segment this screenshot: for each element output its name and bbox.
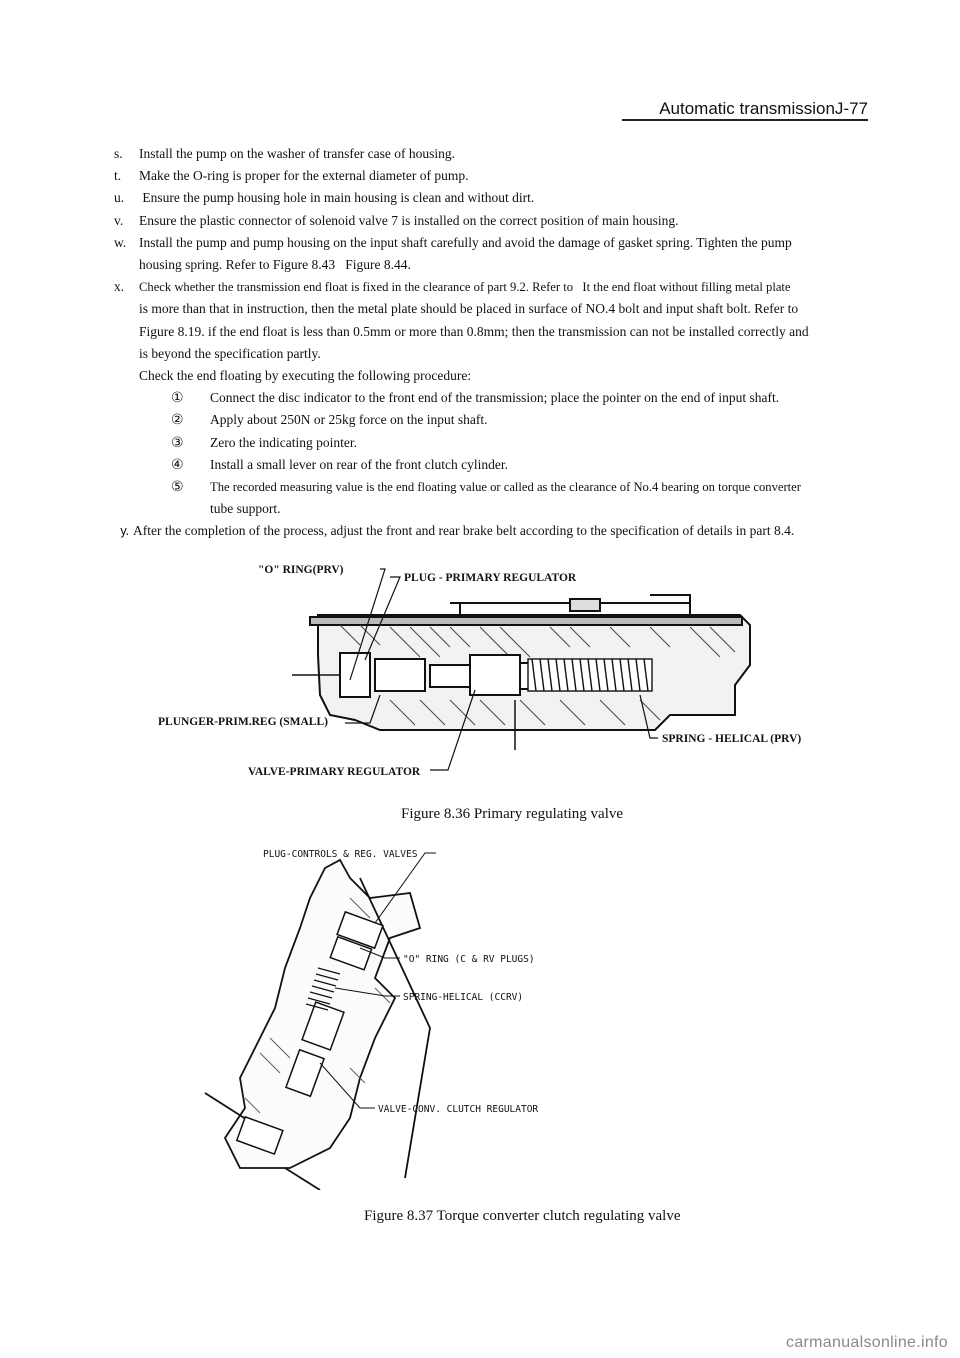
label-o-ring-prv: "O" RING(PRV) <box>258 564 344 576</box>
instruction-item <box>114 165 870 187</box>
item-label: u. <box>114 190 125 206</box>
instruction-item <box>114 143 870 165</box>
item-text-line: housing spring. Refer to Figure 8.43 Figure 8.44. <box>139 257 411 273</box>
item-label: y. <box>120 524 130 539</box>
instruction-item <box>114 232 870 276</box>
step-text: Install a small lever on rear of the front clutch cylinder. <box>210 456 509 472</box>
procedure-step <box>171 387 870 409</box>
step-number: ① <box>171 390 184 407</box>
step-number: ④ <box>171 456 184 473</box>
procedure-step <box>171 432 870 454</box>
step-number: ⑤ <box>171 479 184 496</box>
item-label: s. <box>114 146 123 161</box>
procedure-step <box>171 476 870 520</box>
instruction-item <box>114 276 870 365</box>
step-number: ② <box>171 412 184 429</box>
instruction-item <box>120 520 870 542</box>
item-text: Ensure the pump housing hole in main housing is clean and without dirt. <box>139 190 535 206</box>
step-number: ③ <box>171 434 184 451</box>
site-watermark: carmanualsonline.info <box>786 1334 948 1351</box>
item-text-line: Check whether the transmission end float is fixed in the clearance of part 9.2. Refer to It the end float without filling metal plate <box>139 280 791 295</box>
label-spring-helical-prv: SPRING - HELICAL (PRV) <box>662 733 802 745</box>
label-valve-primary-regulator: VALVE-PRIMARY REGULATOR <box>248 766 421 778</box>
item-text-line: Install the pump and pump housing on the input shaft carefully and avoid the damage of gasket spring. Tighten the pump <box>139 234 792 250</box>
step-text-line: tube support. <box>210 501 281 517</box>
item-text-line: is beyond the specification partly. <box>139 345 321 361</box>
step-text-line: The recorded measuring value is the end floating value or called as the clearance of No.4 bearing on torque converter <box>210 480 801 495</box>
page-header <box>0 0 960 122</box>
item-label: v. <box>114 212 124 228</box>
label-o-ring-c-rv-plugs: "O" RING (C & RV PLUGS) <box>403 954 535 965</box>
item-label: t. <box>114 168 122 184</box>
instruction-item <box>114 187 870 209</box>
header-rule <box>622 119 868 121</box>
procedure-step <box>171 409 870 431</box>
item-text-line: is more than that in instruction, then the metal plate should be placed in surface of NO.4 bolt and input shaft bolt. Refer to <box>139 301 799 317</box>
item-text-line: Figure 8.19. if the end float is less than 0.5mm or more than 0.8mm; then the transmission can not be installed correctly and <box>139 323 809 339</box>
item-text: After the completion of the process, adjust the front and rear brake belt according to the specification of details in part 8.4. <box>133 523 795 539</box>
step-text: Connect the disc indicator to the front end of the transmission; place the pointer on the end of input shaft. <box>210 390 780 406</box>
item-label: w. <box>114 234 127 250</box>
label-valve-conv-clutch-regulator: VALVE-CONV. CLUTCH REGULATOR <box>378 1104 539 1115</box>
instruction-text <box>114 143 870 543</box>
figure-8-36-caption: Figure 8.36 Primary regulating valve <box>401 806 624 822</box>
procedure-intro: Check the end floating by executing the following procedure: <box>139 368 472 384</box>
figure-8-37-caption: Figure 8.37 Torque converter clutch regulating valve <box>364 1208 681 1224</box>
page-header-title: Automatic transmissionJ-77 <box>659 99 868 118</box>
torque-converter-clutch-valve-diagram <box>200 838 560 1190</box>
step-text: Apply about 250N or 25kg force on the input shaft. <box>210 412 488 428</box>
item-text: Ensure the plastic connector of solenoid valve 7 is installed on the correct position of main housing. <box>139 212 679 228</box>
label-plug-controls-reg-valves: PLUG-CONTROLS & REG. VALVES <box>263 849 418 860</box>
step-text: Zero the indicating pointer. <box>210 434 357 450</box>
item-text: Install the pump on the washer of transfer case of housing. <box>139 146 456 161</box>
label-plug-primary-regulator: PLUG - PRIMARY REGULATOR <box>404 572 577 584</box>
item-label: x. <box>114 279 125 295</box>
primary-regulating-valve-diagram <box>150 555 830 785</box>
label-spring-helical-ccrv: SPRING-HELICAL (CCRV) <box>403 992 524 1003</box>
label-plunger-prim-reg: PLUNGER-PRIM.REG (SMALL) <box>158 716 328 728</box>
item-text: Make the O-ring is proper for the external diameter of pump. <box>139 168 469 184</box>
procedure-step <box>171 454 870 476</box>
instruction-item <box>114 210 870 232</box>
